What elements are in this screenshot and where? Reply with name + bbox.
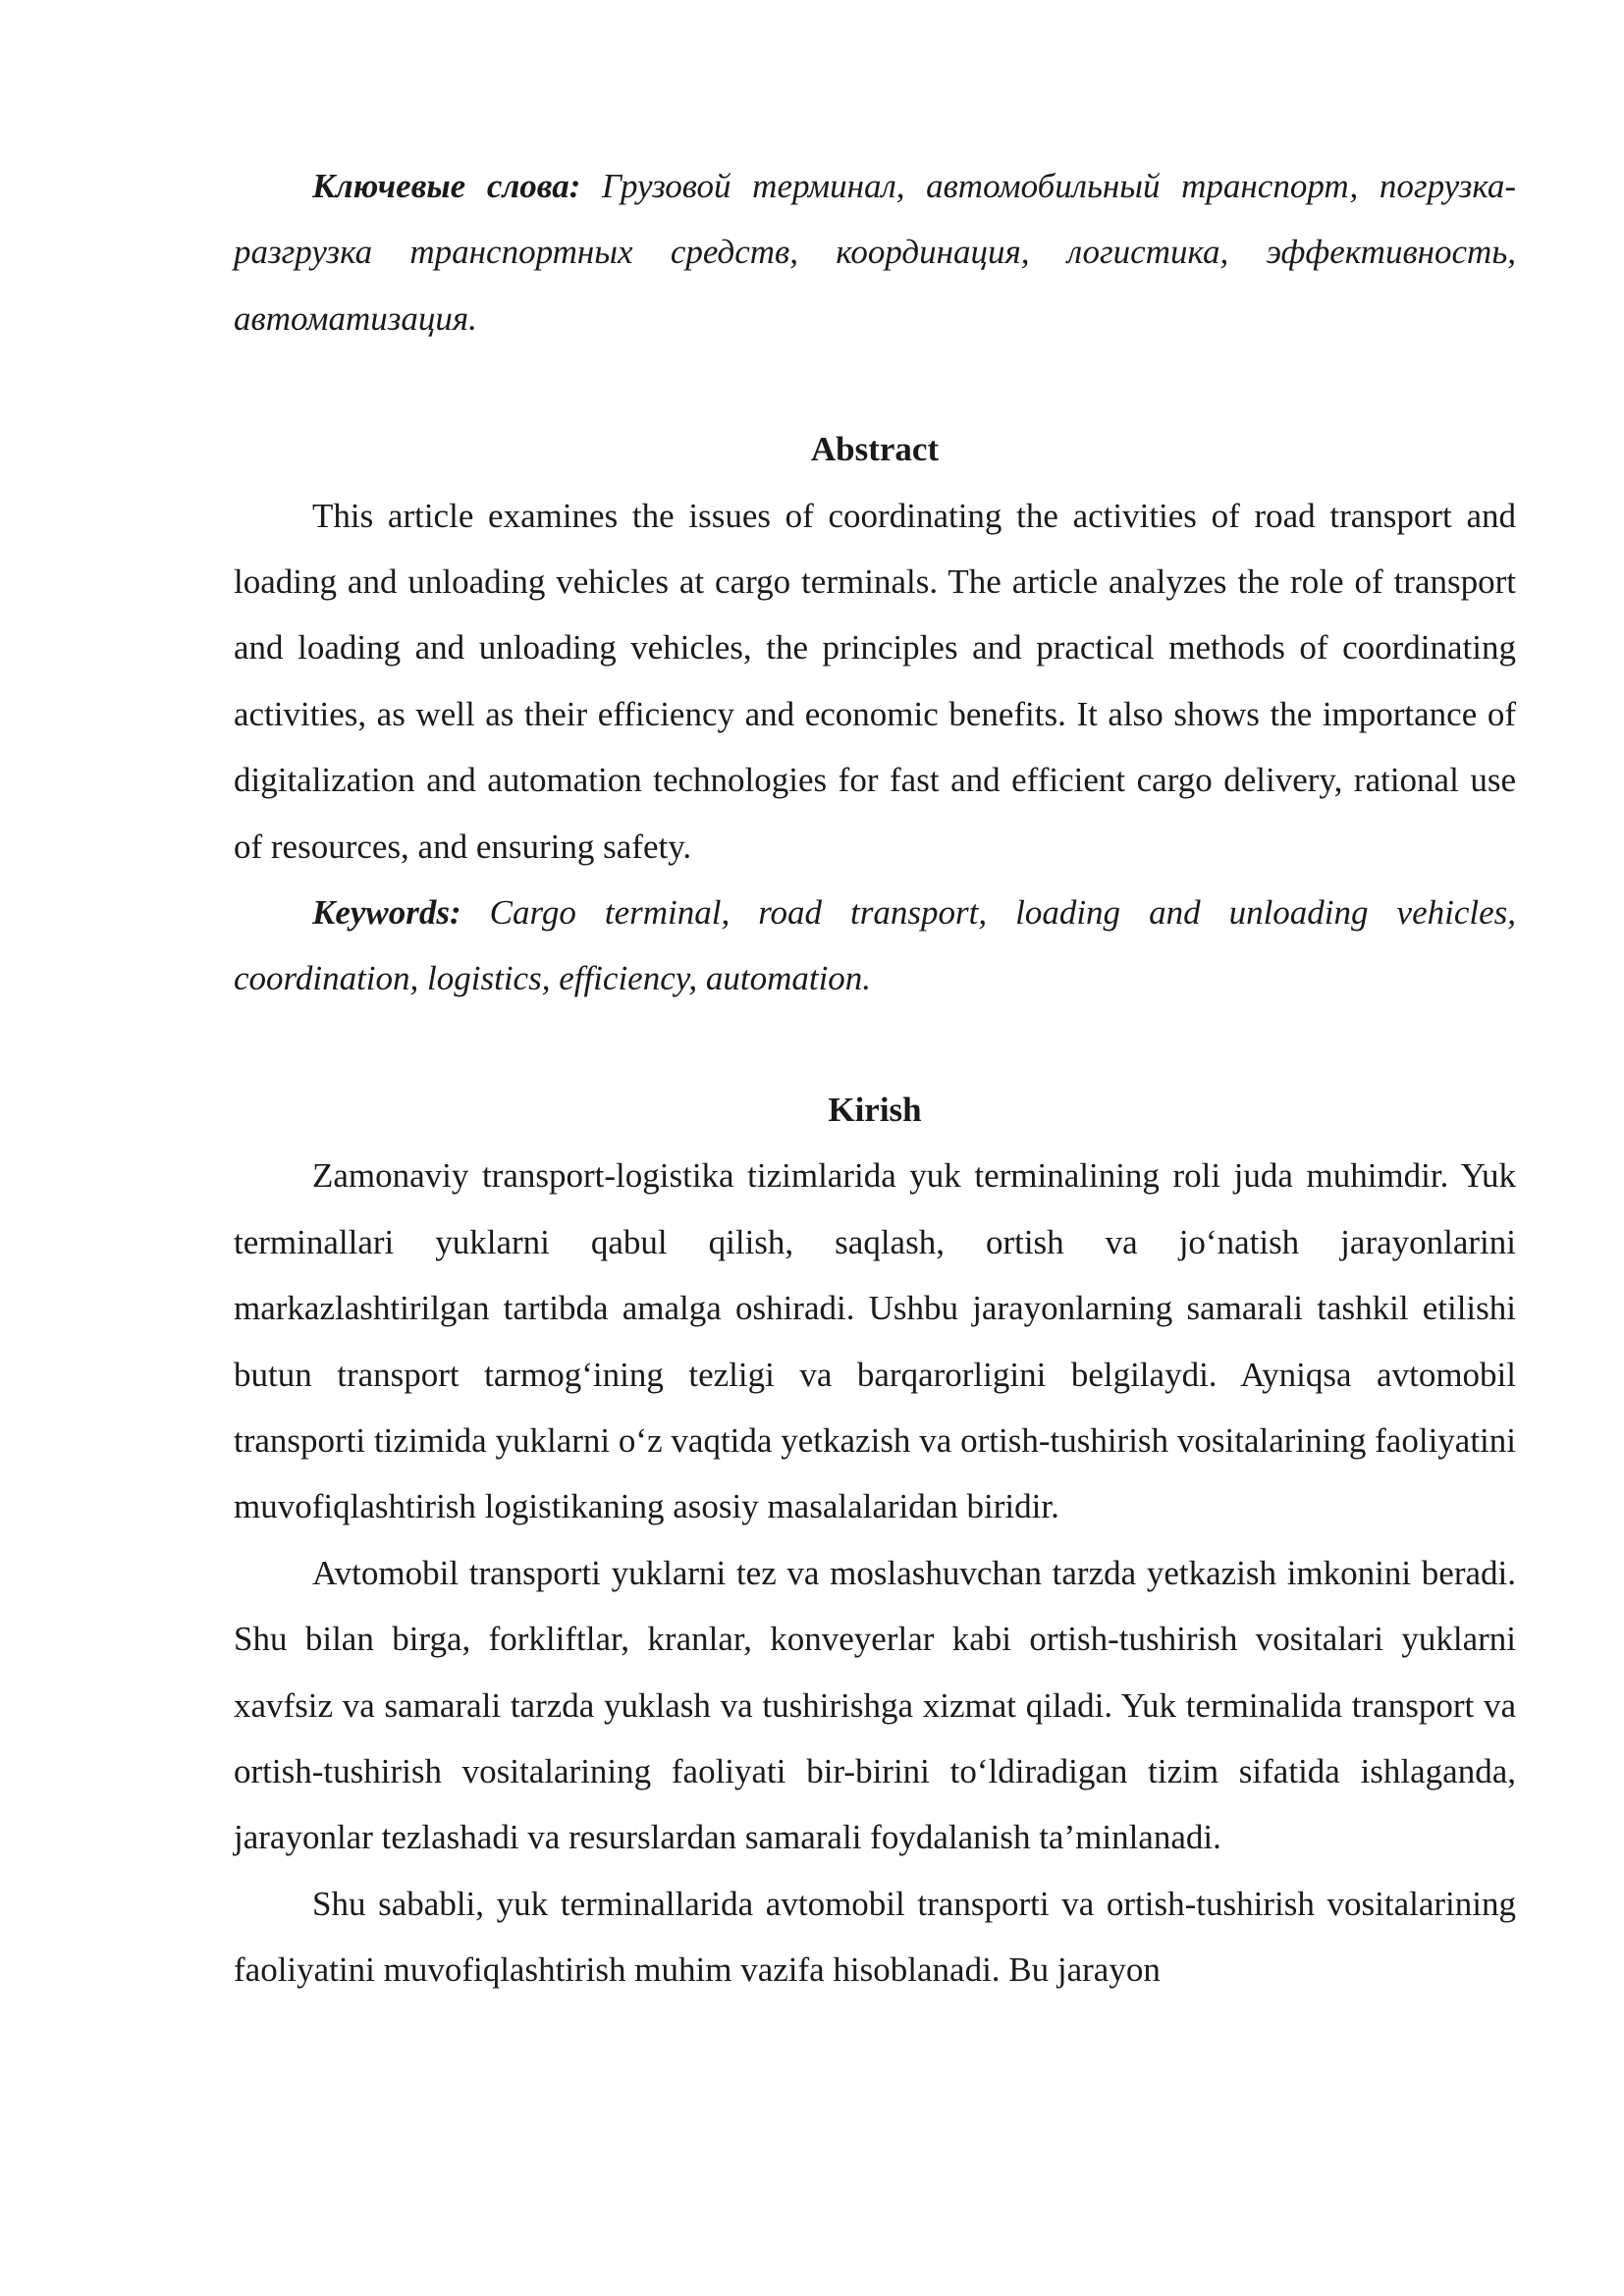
spacer (234, 351, 1516, 416)
russian-keywords-label: Ключевые слова: (312, 167, 581, 205)
russian-keywords-text: Грузовой терминал, автомобильный транспорт, погрузка-разгрузка транспортных средств, координация, логистика, эффективность, автоматизация. (234, 167, 1517, 338)
english-keywords-text: Cargo terminal, road transport, loading and unloading vehicles, coordination, logistics, efficiency, automation. (234, 893, 1516, 998)
english-keywords-label: Keywords: (312, 893, 461, 933)
kirish-paragraph: Avtomobil transporti yuklarni tez va moslashuvchan tarzda yetkazish imkonini beradi. Shu bilan birga, forkliftlar, kranlar, konveyerlar kabi ortish-tushirish vositalari yuklarni xavfsiz va samarali tarzda yuklash va tushirishga xizmat qiladi. Yuk terminalida transport va ortish-tushirish vositalarining faoliyati bir-birini to‘ldiradigan tizim sifatida ishlaganda, jarayonlar tezlashadi va resurslardan samarali foydalanish ta’minlanadi. (234, 1553, 1516, 1857)
english-keywords-paragraph (234, 880, 1516, 1012)
abstract-heading: Abstract (810, 430, 940, 469)
spacer (234, 1012, 1516, 1077)
kirish-heading: Kirish (828, 1090, 922, 1129)
abstract-paragraph: This article examines the issues of coordinating the activities of road transport and loading and unloading vehicles at cargo terminals. The article analyzes the role of transport and loading and unloading vehicles, the principles and practical methods of coordinating activities, as well as their efficiency and economic benefits. It also shows the importance of digitalization and automation technologies for fast and efficient cargo delivery, rational use of resources, and ensuring safety. (234, 496, 1516, 866)
page-content (234, 153, 1516, 2003)
kirish-paragraph: Shu sababli, yuk terminallarida avtomobil transporti va ortish-tushirish vositalarining faoliyatini muvofiqlashtirish muhim vazifa hisoblanadi. Bu jarayon (234, 1884, 1516, 1990)
kirish-paragraph: Zamonaviy transport-logistika tizimlarida yuk terminalining roli juda muhimdir. Yuk terminallari yuklarni qabul qilish, saqlash, ortish va jo‘natish jarayonlarini markazlashtirilgan tartibda amalga oshiradi. Ushbu jarayonlarning samarali tashkil etilishi butun transport tarmog‘ining tezligi va barqarorligini belgilaydi. Ayniqsa avtomobil transporti tizimida yuklarni o‘z vaqtida yetkazish va ortish-tushirish vositalarining faoliyatini muvofiqlashtirish logistikaning asosiy masalalaridan biridir. (234, 1156, 1516, 1526)
russian-keywords-paragraph (234, 153, 1516, 351)
